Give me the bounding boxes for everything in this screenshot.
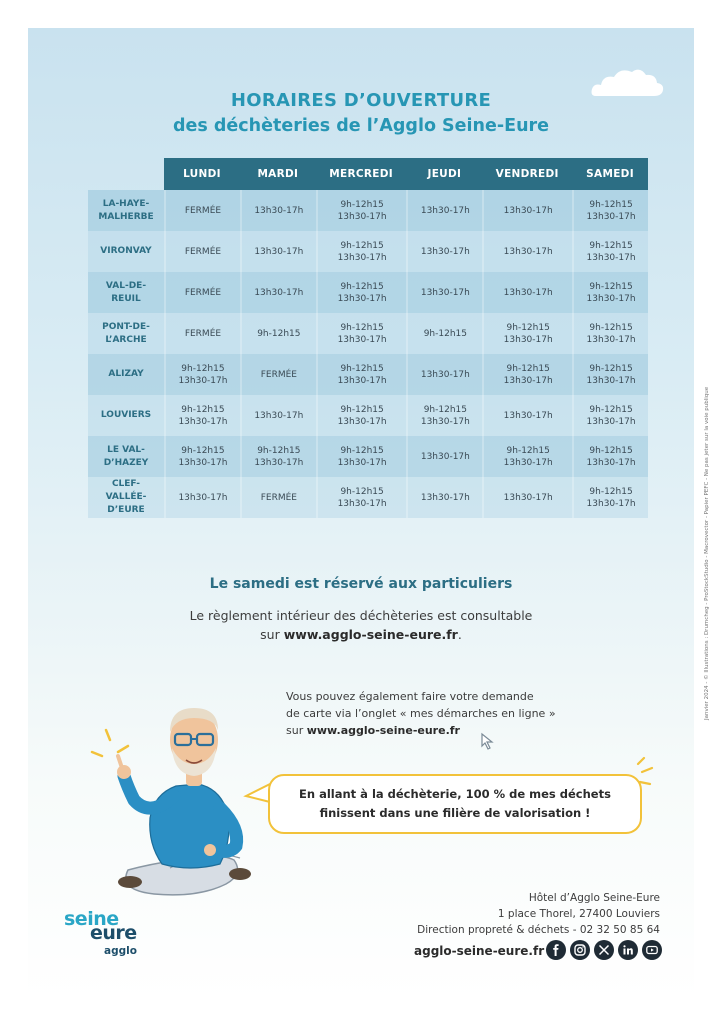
hours-line: 13h30-17h <box>337 375 387 386</box>
hours-cell <box>572 354 648 395</box>
location-name <box>88 190 164 231</box>
social-icons <box>546 940 662 960</box>
hours-cell <box>406 313 482 354</box>
hours-line: 9h-12h15 <box>506 445 550 456</box>
agglo-logo <box>64 908 156 960</box>
hours-cell <box>482 395 572 436</box>
hours-line: 13h30-17h <box>337 457 387 468</box>
day-header-mardi: MARDI <box>240 158 316 190</box>
day-header-vendredi: VENDREDI <box>482 158 572 190</box>
hours-line: 9h-12h15 <box>257 445 301 456</box>
hours-cell <box>316 313 407 354</box>
hours-line: 13h30-17h <box>178 492 228 503</box>
hours-cell <box>482 190 572 231</box>
hours-line: 9h-12h15 <box>340 404 384 415</box>
rules-link[interactable]: www.agglo-seine-eure.fr <box>283 627 458 642</box>
hours-line: 13h30-17h <box>503 457 553 468</box>
hours-cell <box>240 477 316 518</box>
hours-line: 9h-12h15 <box>589 363 633 374</box>
hours-line: 13h30-17h <box>420 451 470 462</box>
hours-line: 13h30-17h <box>503 334 553 345</box>
hours-cell <box>240 395 316 436</box>
location-name-line: VAL-DE- <box>105 280 147 291</box>
logo-word-eure: eure <box>90 922 137 944</box>
hours-line: 13h30-17h <box>337 498 387 509</box>
hours-cell <box>482 231 572 272</box>
hours-cell <box>316 436 407 477</box>
rules-notice <box>28 606 694 644</box>
cursor-icon <box>480 732 496 750</box>
hours-cell <box>482 436 572 477</box>
hours-line: 13h30-17h <box>254 457 304 468</box>
hours-cell <box>406 272 482 313</box>
hours-line: FERMÉE <box>260 369 297 380</box>
hours-cell <box>240 436 316 477</box>
table-row <box>88 190 648 231</box>
location-name <box>88 354 164 395</box>
rules-text: Le règlement intérieur des déchèteries est consultable <box>189 608 533 623</box>
hours-line: 9h-12h15 <box>589 240 633 251</box>
table-header-row <box>88 158 648 190</box>
card-request-prefix: sur <box>286 724 307 737</box>
hours-line: 13h30-17h <box>420 416 470 427</box>
table-row <box>88 395 648 436</box>
hours-line: 13h30-17h <box>586 211 636 222</box>
location-name-line: VIRONVAY <box>100 246 152 256</box>
hours-line: 13h30-17h <box>337 416 387 427</box>
location-name-line: LA-HAYE- <box>102 198 150 209</box>
hours-cell <box>406 395 482 436</box>
saturday-notice: Le samedi est réservé aux particuliers <box>209 576 513 592</box>
address-line3: Direction propreté & déchets - 02 32 50 85 64 <box>417 924 660 936</box>
hours-line: 9h-12h15 <box>423 328 467 339</box>
hours-cell <box>406 354 482 395</box>
hours-line: 13h30-17h <box>503 375 553 386</box>
hours-cell <box>482 272 572 313</box>
print-credits <box>694 338 708 738</box>
hours-line: 13h30-17h <box>254 246 304 257</box>
table-row <box>88 231 648 272</box>
day-header-samedi: SAMEDI <box>572 158 648 190</box>
hours-line: 9h-12h15 <box>181 363 225 374</box>
card-request-link[interactable]: www.agglo-seine-eure.fr <box>306 724 460 737</box>
hours-line: 13h30-17h <box>178 416 228 427</box>
address-line2: 1 place Thorel, 27400 Louviers <box>497 908 660 920</box>
hours-cell <box>316 190 407 231</box>
table-row <box>88 477 648 518</box>
rules-prefix: sur <box>260 627 284 642</box>
hours-line: 13h30-17h <box>337 211 387 222</box>
card-request-line2: de carte via l’onglet « mes démarches en ligne » <box>286 707 556 720</box>
hours-cell <box>406 436 482 477</box>
hours-line: FERMÉE <box>184 205 222 216</box>
location-name-line: CLEF- <box>111 479 141 489</box>
hours-line: 13h30-17h <box>420 369 470 380</box>
location-name <box>88 231 164 272</box>
hours-line: 9h-12h15 <box>589 486 633 497</box>
hours-line: 9h-12h15 <box>589 404 633 415</box>
day-header-jeudi: JEUDI <box>406 158 482 190</box>
location-name-line: L’ARCHE <box>105 334 147 345</box>
hours-line: 9h-12h15 <box>340 281 384 292</box>
hours-cell <box>240 190 316 231</box>
location-name-line: VALLÉE- <box>105 492 147 502</box>
x-icon[interactable] <box>594 940 614 960</box>
hours-line: 13h30-17h <box>420 492 470 503</box>
hours-line: FERMÉE <box>184 328 222 339</box>
table-row <box>88 354 648 395</box>
hours-line: 13h30-17h <box>586 334 636 345</box>
location-name-line: PONT-DE- <box>102 321 150 332</box>
table-body <box>88 190 648 518</box>
location-name-line: D’EURE <box>107 505 145 515</box>
hours-line: 9h-12h15 <box>340 445 384 456</box>
location-name <box>88 395 164 436</box>
speech-bubble <box>268 774 642 834</box>
hours-line: 13h30-17h <box>420 287 470 298</box>
hours-line: 9h-12h15 <box>589 445 633 456</box>
hours-cell <box>240 313 316 354</box>
location-name-line: LE VAL- <box>107 444 145 455</box>
footer-website-link[interactable]: agglo-seine-eure.fr <box>414 944 545 958</box>
hours-cell <box>482 354 572 395</box>
location-name-line: LOUVIERS <box>100 410 152 420</box>
hours-cell <box>316 354 407 395</box>
location-name <box>88 436 164 477</box>
hours-line: 13h30-17h <box>586 416 636 427</box>
bubble-line2: finissent dans une filière de valorisation ! <box>319 806 591 820</box>
card-request-info <box>286 688 606 739</box>
hours-line: 13h30-17h <box>337 252 387 263</box>
instagram-icon[interactable] <box>570 940 590 960</box>
hours-cell <box>240 272 316 313</box>
hours-cell <box>164 231 240 272</box>
hours-line: 13h30-17h <box>254 410 304 421</box>
contact-address <box>417 890 660 938</box>
location-name <box>88 272 164 313</box>
location-name-line: ALIZAY <box>108 369 144 379</box>
hours-line: 9h-12h15 <box>340 486 384 497</box>
hours-line: 13h30-17h <box>178 457 228 468</box>
bubble-line1: En allant à la déchèterie, 100 % de mes déchets <box>299 787 611 801</box>
page-title: HORAIRES D’OUVERTURE <box>230 90 492 111</box>
hours-line: 13h30-17h <box>254 205 304 216</box>
hours-line: FERMÉE <box>184 246 222 257</box>
hours-cell <box>406 190 482 231</box>
hours-cell <box>406 477 482 518</box>
logo-word-seine: seine <box>64 908 119 930</box>
hours-line: 9h-12h15 <box>181 404 225 415</box>
hours-cell <box>316 272 407 313</box>
hours-line: FERMÉE <box>184 287 222 298</box>
hours-line: 9h-12h15 <box>340 363 384 374</box>
hours-line: 9h-12h15 <box>589 281 633 292</box>
location-name-line: MALHERBE <box>98 211 154 222</box>
hours-cell <box>164 313 240 354</box>
logo-word-agglo: agglo <box>104 945 137 957</box>
hours-cell <box>164 354 240 395</box>
hours-cell <box>164 477 240 518</box>
card-request-line1: Vous pouvez également faire votre demande <box>286 690 534 703</box>
hours-cell <box>572 436 648 477</box>
hours-line: 13h30-17h <box>420 246 470 257</box>
hours-line: 9h-12h15 <box>340 240 384 251</box>
hours-line: 9h-12h15 <box>506 322 550 333</box>
hours-cell <box>316 395 407 436</box>
page-subtitle: des déchèteries de l’Agglo Seine-Eure <box>172 116 550 136</box>
day-header-mercredi: MERCREDI <box>316 158 407 190</box>
hours-cell <box>572 313 648 354</box>
hours-cell <box>164 436 240 477</box>
hours-line: 9h-12h15 <box>589 199 633 210</box>
hours-cell <box>572 272 648 313</box>
hours-cell <box>572 231 648 272</box>
hours-line: 9h-12h15 <box>589 322 633 333</box>
hours-line: 13h30-17h <box>586 457 636 468</box>
location-name <box>88 477 164 518</box>
hours-line: 13h30-17h <box>337 293 387 304</box>
hours-line: 13h30-17h <box>586 375 636 386</box>
table-row <box>88 272 648 313</box>
hours-line: 13h30-17h <box>503 205 553 216</box>
hours-line: 9h-12h15 <box>257 328 301 339</box>
table-corner <box>88 158 164 190</box>
linkedin-icon[interactable] <box>618 940 638 960</box>
rules-suffix: . <box>457 627 462 642</box>
hours-line: 13h30-17h <box>503 246 553 257</box>
hours-line: 9h-12h15 <box>340 322 384 333</box>
facebook-icon[interactable] <box>546 940 566 960</box>
hours-cell <box>572 190 648 231</box>
hours-cell <box>572 477 648 518</box>
table-row <box>88 436 648 477</box>
hours-cell <box>240 231 316 272</box>
hours-cell <box>240 354 316 395</box>
hours-line: 13h30-17h <box>586 498 636 509</box>
hours-line: 9h-12h15 <box>181 445 225 456</box>
hours-line: 13h30-17h <box>420 205 470 216</box>
location-name-line: REUIL <box>111 293 141 304</box>
hours-cell <box>406 231 482 272</box>
location-name <box>88 313 164 354</box>
hours-line: 9h-12h15 <box>506 363 550 374</box>
sparkle-decoration <box>632 756 656 796</box>
hours-line: 9h-12h15 <box>423 404 467 415</box>
youtube-icon[interactable] <box>642 940 662 960</box>
hours-line: 9h-12h15 <box>340 199 384 210</box>
hours-line: 13h30-17h <box>337 334 387 345</box>
hours-line: 13h30-17h <box>254 287 304 298</box>
hours-line: FERMÉE <box>260 492 297 503</box>
hours-cell <box>164 272 240 313</box>
hours-line: 13h30-17h <box>503 287 553 298</box>
hours-cell <box>482 477 572 518</box>
hours-line: 13h30-17h <box>586 293 636 304</box>
hours-cell <box>316 477 407 518</box>
hours-line: 13h30-17h <box>503 410 553 421</box>
opening-hours-table <box>88 158 648 518</box>
poster <box>28 28 710 1000</box>
character-illustration <box>58 668 273 903</box>
hours-cell <box>316 231 407 272</box>
hours-line: 13h30-17h <box>178 375 228 386</box>
hours-cell <box>164 190 240 231</box>
address-line1: Hôtel d’Agglo Seine-Eure <box>528 892 660 904</box>
hours-line: 13h30-17h <box>586 252 636 263</box>
hours-line: 13h30-17h <box>503 492 553 503</box>
hours-cell <box>164 395 240 436</box>
table-row <box>88 313 648 354</box>
hours-cell <box>572 395 648 436</box>
day-header-lundi: LUNDI <box>164 158 240 190</box>
credits-text: Janvier 2024 - © Illustrations : Drumcheg - ProStockStudio - Macrovector - Papier PEFC - Ne pas jeter sur la voie publique <box>704 386 710 720</box>
hours-cell <box>482 313 572 354</box>
location-name-line: D’HAZEY <box>103 457 149 468</box>
